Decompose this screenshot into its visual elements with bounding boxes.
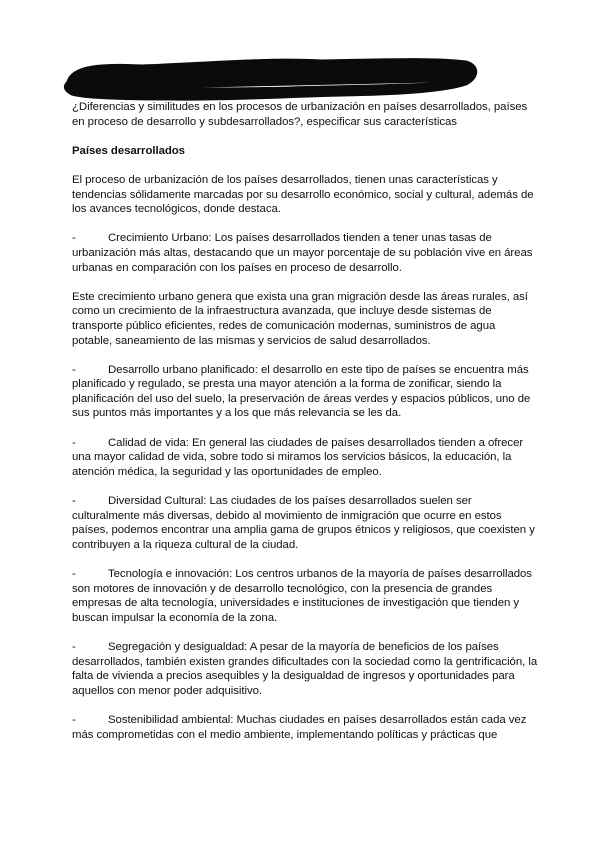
list-item-text: Tecnología e innovación: Los centros urbanos de la mayoría de países desarrollados son motores de innovación y de desarrollo tecnológico, con la presencia de grandes empresas de alta tecnología, universidades e instituciones de investigación que tienden y buscan impulsar la economía de la zona. [72,568,532,624]
list-item-diversidad-cultural [72,494,538,552]
section-heading: Países desarrollados [72,144,185,157]
list-item-text: Diversidad Cultural: Las ciudades de los países desarrollados suelen ser culturalmente más diversas, debido al movimiento de inmigración que ocurre en estos países, podemos encontrar una amplia gama de grupos étnicos y religiosos, que coexisten y contribuyen a la riqueza cultural de la ciudad. [72,495,535,551]
list-dash: - [72,495,76,508]
list-item-desarrollo-planificado [72,363,538,421]
list-item-calidad-de-vida [72,436,538,480]
redaction-scribble [62,52,482,106]
question-text: ¿Diferencias y similitudes en los procesos de urbanización en países desarrollados, países en proceso de desarrollo y subdesarrollados?, especificar sus características [72,101,528,128]
list-item-sostenibilidad [72,713,538,742]
list-item-tecnologia [72,567,538,625]
list-dash: - [72,640,76,653]
list-item-segregacion [72,640,538,698]
list-dash: - [72,436,76,449]
list-dash: - [72,713,76,726]
list-item-text: Desarrollo urbano planificado: el desarrollo en este tipo de países se encuentra más planificado y regulado, se presta una mayor atención a la forma de zonificar, siendo la planificación del uso del suelo, la preservación de áreas verdes y espacios públicos, uno de sus puntos más importantes y a los que más relevancia se les da. [72,363,531,420]
list-item-text: Crecimiento Urbano: Los países desarrollados tienden a tener unas tasas de urbanización más altas, destacando que un mayor porcentaje de su población vive en áreas urbanas en comparación con los países en proceso de desarrollo. [72,232,533,274]
list-dash: - [72,232,76,245]
growth-paragraph: Este crecimiento urbano genera que exista una gran migración desde las áreas rurales, así como un crecimiento de la infraestructura avanzada, que incluye desde sistemas de transporte público eficientes, redes de comunicación modernas, suministros de agua potable, saneamiento de las mismas y servicios de salud desarrollados. [72,290,528,347]
list-item-text: Sostenibilidad ambiental: Muchas ciudades en países desarrollados están cada vez más comprometidas con el medio ambiente, implementando políticas y prácticas que [72,713,527,741]
list-item-crecimiento-urbano [72,231,538,275]
intro-paragraph: El proceso de urbanización de los países desarrollados, tienen unas características y tendencias sólidamente marcadas por su desarrollo económico, social y cultural, además de los avances tecnológicos, donde destaca. [72,173,534,216]
list-dash: - [72,568,76,580]
list-item-text: Calidad de vida: En general las ciudades de países desarrollados tienden a ofrecer una mayor calidad de vida, sobre todo si miramos los servicios básicos, la educación, la atención médica, la seguridad y las oportunidades de empleo. [72,436,524,478]
list-dash: - [72,363,76,376]
list-item-text: Segregación y desigualdad: A pesar de la mayoría de beneficios de los países desarrollados, también existen grandes dificultades con la sociedad como la gentrificación, la falta de vivienda a precios asequibles y la desigualdad de ingresos y oportunidades para aquellos con menor poder adquisitivo. [72,640,538,697]
document-body [72,100,538,757]
redaction-mark [65,60,475,100]
